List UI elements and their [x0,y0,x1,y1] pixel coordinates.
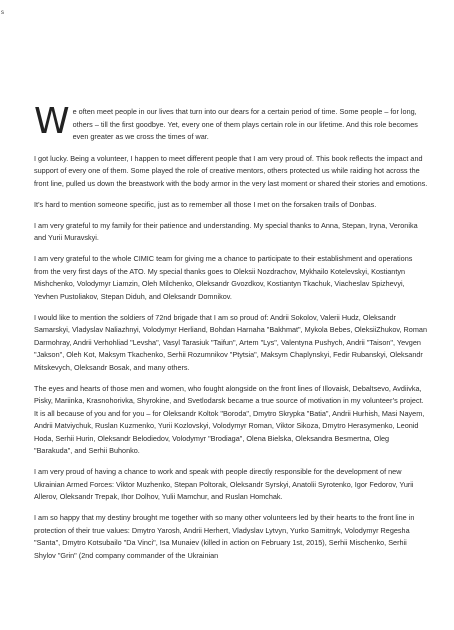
paragraph-front-lines: The eyes and hearts of those men and women, who fought alongside on the front lines of Illovaisk, Debaltsevo, Avdiivka, Pisky, Mariinka, Krasnohorivka, Shyrokine, and Svetlodarsk became a true source of motivation in my volunteer’s project. It is all because of you and for you – for Oleksandr Koltok "Boroda", Dmytro Skrypka "Batia", Andrii Hurhish, Masi Nayem, Andrii Matviychuk, Ruslan Kuzmenko, Yurii Kozlovskyi, Volodymyr Roman, Viktor Sikoza, Dmytro Herasymenko, Leonid Hoda, Serhii Hurin, Oleksandr Belodiedov, Volodymyr "Brodiaga", Olena Bielska, Oleksandra Besmertna, Oleg "Barakuda", and Serhii Buhonko. [34,383,425,455]
paragraph-luck: I got lucky. Being a volunteer, I happen to meet different people that I am very proud of. This book reflects the impact and support of every one of them. Some played the role of creative mentors, others protected us while raiding hot across the front line, pulled us down the breastwork with the body armor in the very last moment or shared their stories and emotions. [34,153,428,188]
paragraph-family: I am very grateful to my family for their patience and understanding. My special thanks to Anna, Stepan, Iryna, Veronika and Yurii Muravskyi. [34,220,418,242]
drop-cap: W [34,101,70,142]
document-page [34,101,428,562]
paragraph-72nd-brigade: I would like to mention the soldiers of 72nd brigade that I am so proud of: Andrii Sokolov, Valerii Hudz, Oleksandr Samarskyi, Vladyslav Naliazhnyi, Volodymyr Herliand, Bohdan Harnaha "Bakhmat", Mykola Bebes, OleksiiZhukov, Roman Darmohray, Andrii Verhohliad "Levsha", Vasyl Tarasiuk "Taifun", Artem "Lys", Valentyna Pushych, Andrii "Taison", Yevgen "Jakson", Oleh Kot, Maksym Tkachenko, Serhii Rozumnikov "Ptytsia", Maksym Chaplynskyi, Fedir Rubanskyi, Oleksandr Mitskevych, Oleksandr Bosak, and many others. [34,312,427,372]
paragraph-cimic: I am very grateful to the whole CIMIC team for giving me a chance to participate to their establishment and operations from the very first days of the ATO. My special thanks goes to Oleksii Nozdrachov, Mykhailo Kotelevskyi, Kostiantyn Mishchenko, Volodymyr Liamzin, Oleh Milchenko, Oleksandr Gvozdkov, Kostiantyn Tkachuk, Viacheslav Spizhevyi, Yevhen Pustoliakov, Stepan Diduh, and Oleksandr Domnikov. [34,254,413,301]
page-edge-mark: s [1,10,4,16]
paragraph-donbas: It’s hard to mention someone specific, just as to remember all those I met on the forsaken trails of Donbas. [34,199,377,209]
paragraph-volunteers: I am so happy that my destiny brought me together with so many other volunteers led by their hearts to the front line in protection of their true values: Dmytro Yarosh, Andrii Herhert, Vladyslav Lytvyn, Yurko Samitnyk, Volodymyr Regesha "Santa", Dmytro Kotsubailo "Da Vinci", Isa Munaiev (killed in action on February 1st, 2015), Serhii Mischenko, Serhii Shylov "Grin" (2nd company commander of the Ukrainian [34,513,415,560]
paragraph-armed-forces: I am very proud of having a chance to work and speak with people directly responsible for the development of new Ukrainian Armed Forces: Viktor Muzhenko, Stepan Poltorak, Oleksandr Syrskyi, Anatolii Syrotenko, Igor Fedorov, Yurii Allerov, Oleksandr Trepak, Ihor Dolhov, Yulii Mamchur, and Ruslan Homchak. [34,467,414,501]
intro-paragraph [34,101,428,144]
intro-text: e often meet people in our lives that turn into our dears for a certain period of time. Some people – for long, others – till the first goodbye. Yet, every one of them plays certain role in our lifetime. And this role becomes even greater as we cross the times of war. [72,107,418,141]
